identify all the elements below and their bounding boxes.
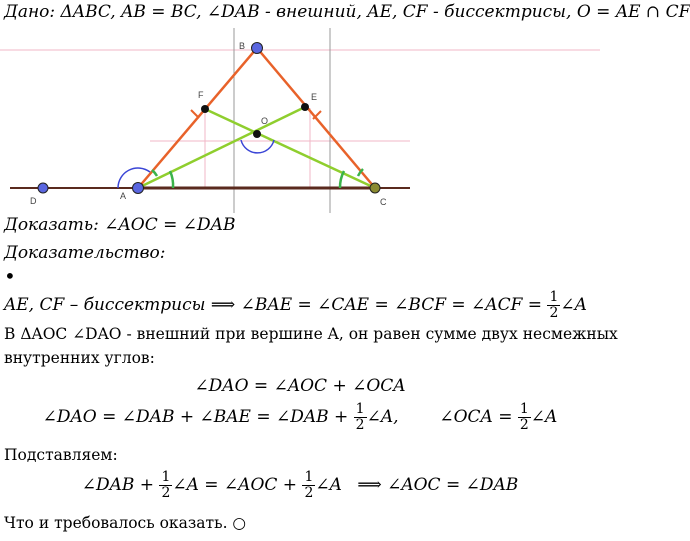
fraction-denominator: 2: [161, 485, 171, 501]
fraction-denominator: 2: [549, 305, 559, 321]
fraction-denominator: 2: [355, 417, 365, 433]
label-a: A: [120, 191, 127, 201]
point-a: [133, 183, 144, 194]
prove-line: [4, 215, 235, 235]
fraction-numerator: 1: [519, 401, 529, 417]
label-e: E: [311, 92, 318, 102]
proof-label: Доказательство:: [4, 243, 166, 263]
equation-3-part-b: ∠A = ∠AOC +: [172, 475, 298, 495]
fraction-numerator: 1: [355, 401, 365, 417]
prove-expression: : ∠AOC = ∠DAB: [93, 215, 236, 235]
label-f: F: [198, 90, 204, 100]
equation-3-conclusion: ⟹ ∠AOC = ∠DAB: [357, 475, 519, 495]
side-bc: [257, 48, 375, 188]
angle-mark-a-outer: [170, 171, 173, 188]
equation-2-end: ∠A: [530, 407, 558, 427]
side-ab: [138, 48, 257, 188]
given-label: Дано: [4, 2, 50, 22]
equation-3-part-c: ∠A: [315, 475, 342, 495]
fraction: [302, 470, 315, 501]
tick-mark-ab: [191, 110, 199, 118]
fraction: [547, 290, 560, 321]
point-d: [38, 183, 48, 193]
equation-2-right: ∠OCA =: [439, 407, 513, 427]
equation-3-part-a: ∠DAB +: [81, 475, 155, 495]
point-o: [253, 130, 261, 138]
fraction: [518, 402, 531, 433]
label-d: D: [30, 196, 37, 206]
proof-line-1-text: AE, CF – биссектрисы ⟹ ∠BAE = ∠CAE = ∠BCF = ∠ACF =: [4, 295, 543, 315]
given-line: [4, 2, 690, 22]
equation-2-left: ∠DAO = ∠DAB + ∠BAE = ∠DAB +: [42, 407, 349, 427]
equation-1: ∠DAO = ∠AOC + ∠OCA: [194, 376, 406, 396]
fraction-numerator: 1: [304, 469, 314, 485]
point-e: [301, 103, 309, 111]
fraction-denominator: 2: [519, 417, 529, 433]
proof-line-2: В ΔAOC ∠DAO - внешний при вершине A, он равен сумме двух несмежных: [4, 325, 618, 343]
given-expression: : ΔABC, AB = BC, ∠DAB - внешний, AE, CF - биссектрисы, O = AE ∩ CF: [49, 2, 690, 22]
point-f: [201, 105, 209, 113]
equation-2: [0, 402, 600, 433]
proof-line-3: внутренних углов:: [4, 349, 155, 367]
label-c: C: [380, 197, 387, 207]
angle-mark-c-outer: [340, 171, 344, 188]
bisector-cf: [205, 109, 375, 188]
equation-2-mid: ∠A,: [366, 407, 399, 427]
proof-line-1: [4, 290, 587, 321]
point-b: [252, 43, 263, 54]
equation-3: [0, 470, 600, 501]
substitute-label: Подставляем:: [4, 446, 118, 464]
angle-arc-aoc: [241, 140, 274, 153]
angle-mark-a-inner: [152, 170, 157, 176]
fraction: [159, 470, 172, 501]
label-o: O: [261, 116, 269, 126]
bullet: •: [4, 264, 16, 288]
angle-a: ∠A: [560, 295, 587, 315]
triangle-diagram: [0, 28, 600, 213]
prove-label: Доказать: [4, 215, 94, 235]
fraction-numerator: 1: [161, 469, 171, 485]
qed-line: Что и требовалось оказать. ○: [4, 514, 246, 532]
fraction-denominator: 2: [304, 485, 314, 501]
fraction: [354, 402, 367, 433]
point-c: [370, 183, 380, 193]
fraction-numerator: 1: [549, 289, 559, 305]
label-b: B: [239, 41, 246, 51]
bisector-ae: [138, 107, 305, 188]
